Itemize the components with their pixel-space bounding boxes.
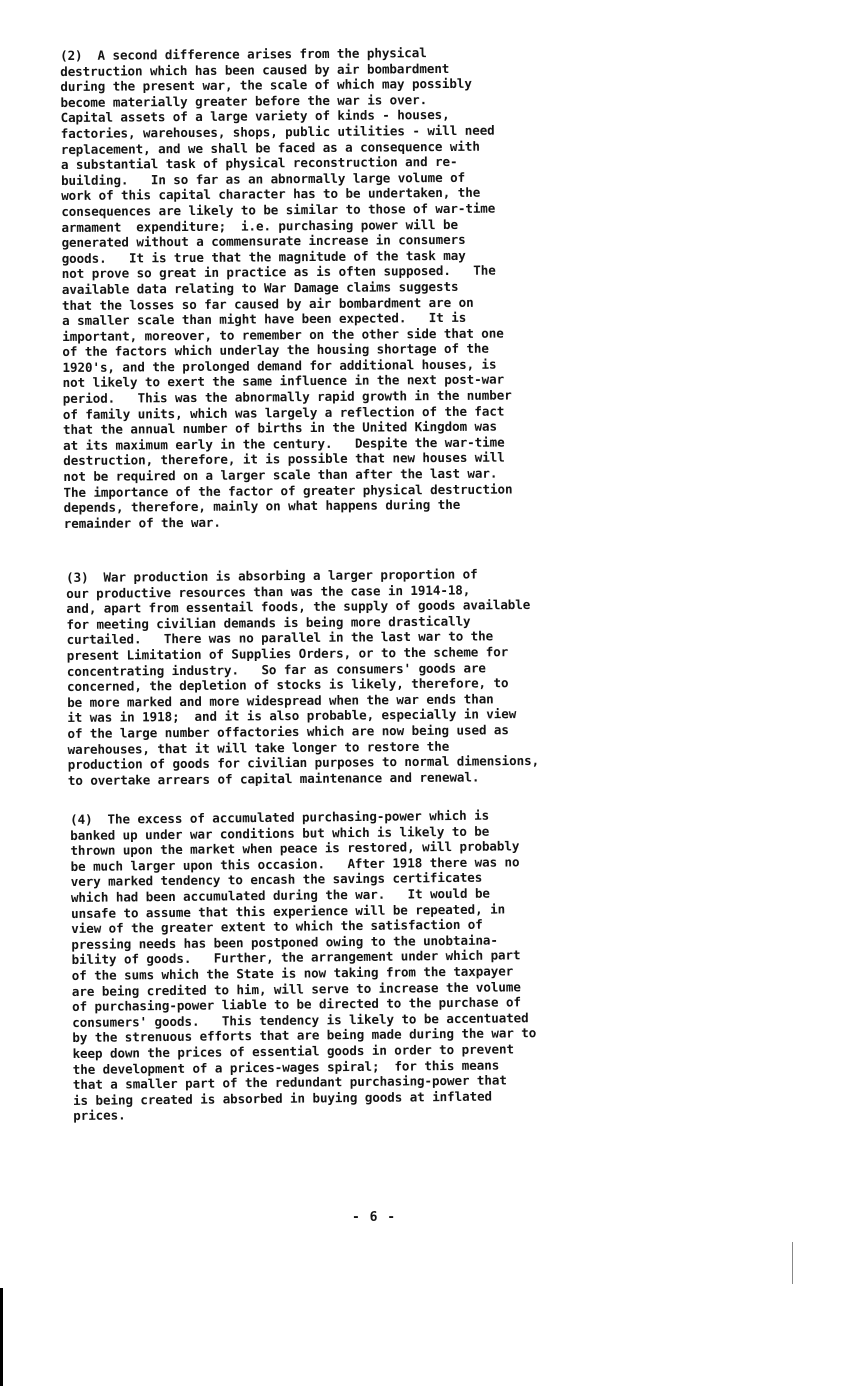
text-line: (3) War production is absorbing a larger proportion of — [66, 566, 478, 585]
text-line: concerned, the depletion of stocks is likely, therefore, to — [66, 675, 509, 695]
text-line: production of goods for civilian purposes to normal dimensions, — [67, 753, 540, 773]
text-line: building. In so far as an abnormally large volume of — [60, 169, 466, 188]
text-line: for meeting civilian demands is being more drastically — [66, 613, 471, 632]
text-line: that the annual number of births in the United Kingdom was — [62, 418, 498, 438]
text-line: consequences are likely to be similar to those of war-time — [61, 200, 496, 219]
text-line: keep down the prices of essential goods in order to prevent — [72, 1041, 515, 1061]
text-line: and, apart from essentail foods, the supply of goods available — [66, 597, 531, 617]
text-line: a substantial task of physical reconstruction and re- — [60, 154, 458, 173]
text-line: important, moreover, to remember on the other side that one — [62, 325, 504, 344]
text-line: be more marked and more widespread when the war ends than — [67, 691, 494, 710]
text-line: view of the greater extent to which the satisfaction of — [71, 916, 483, 937]
text-line: that a smaller part of the redundant purchasing-power that — [72, 1072, 507, 1093]
text-line: armament expenditure; i.e. purchasing power will be — [61, 216, 459, 235]
text-line: replacement, and we shall be faced as a consequence with — [60, 138, 480, 157]
text-line: concentrating industry. So far as consumers' goods are — [66, 659, 486, 679]
text-line: to overtake arrears of capital maintenance and renewal. — [67, 769, 480, 788]
scan-edge-mark — [0, 1288, 3, 1386]
text-line: of the large number offactories which are now being used as — [67, 722, 509, 741]
text-line: period. This was the abnormally rapid growth in the number — [62, 387, 512, 407]
text-line: (2) A second difference arises from the physical — [60, 45, 427, 63]
text-line: goods. It is true that the magnitude of the task may — [61, 247, 466, 266]
text-line: are being credited to him, will serve to increase the volume — [71, 978, 521, 999]
paragraph-2 — [60, 43, 704, 531]
text-line: not be required on a larger scale than after the last war. — [63, 465, 498, 485]
text-line: banked up under war conditions but which is likely to be — [70, 823, 490, 843]
scan-margin-mark — [792, 1242, 793, 1284]
text-line: of family units, which was largely a reflection of the fact — [62, 403, 505, 422]
text-line: work of this capital character has to be undertaken, the — [61, 185, 481, 204]
text-line: be much larger upon this occasion. After 1918 there was no — [70, 854, 520, 874]
text-line: our productive resources than was the case in 1914-18, — [66, 582, 471, 601]
text-line: become materially greater before the war is over. — [60, 91, 428, 110]
text-line: very marked tendency to encash the savings certificates — [70, 870, 483, 890]
text-line: Capital assets of a large variety of kinds - houses, — [60, 107, 450, 126]
paragraph-4 — [70, 805, 713, 1124]
text-line: destruction, therefore, it is possible that new houses will — [63, 449, 505, 469]
text-line: during the present war, the scale of which may possibly — [60, 75, 472, 95]
text-line: depends, therefore, mainly on what happens during the — [63, 497, 461, 516]
text-line: available data relating to War Damage claims suggests — [61, 278, 459, 297]
text-line: of the factors which underlay the housing shortage of the — [62, 340, 489, 360]
text-line: pressing needs has been postponed owing to the unobtaina- — [71, 932, 498, 952]
text-line: a smaller scale than might have been expected. It is — [62, 309, 467, 329]
text-line: present Limitation of Supplies Orders, or to the scheme for — [66, 644, 509, 663]
text-line: not likely to exert the same influence in the next post-war — [62, 371, 505, 391]
text-line: (4) The excess of accumulated purchasing-power which is — [70, 807, 490, 827]
text-line: The importance of the factor of greater physical destruction — [63, 481, 513, 500]
text-line: which had been accumulated during the war. It would be — [70, 885, 490, 905]
text-line: warehouses, that it will take longer to restore the — [67, 738, 450, 757]
text-line: destruction which has been caused by air bombardment — [60, 60, 450, 79]
text-line: of purchasing-power liable to be directed to the purchase of — [71, 994, 522, 1015]
text-line: of the sums which the State is now taking from the taxpayer — [71, 963, 514, 983]
text-line: it was in 1918; and it is also probable, especially in view — [67, 706, 517, 726]
text-line: not prove so great in practice as is often supposed. The — [61, 262, 496, 282]
text-line: generated without a commensurate increase in consumers — [61, 231, 466, 251]
text-line: remainder of the war. — [63, 514, 221, 531]
paragraph-3 — [66, 564, 708, 788]
text-line: that the losses so far caused by air bombardment are on — [61, 294, 474, 313]
text-line: factories, warehouses, shops, public utilities - will need — [60, 122, 495, 141]
text-line: unsafe to assume that this experience will be repeated, in — [70, 901, 506, 921]
text-line: consumers' goods. This tendency is likely to be accentuated — [72, 1009, 529, 1030]
text-line: 1920's, and the prolonged demand for additional houses, is — [62, 356, 497, 375]
text-line: bility of goods. Further, the arrangement under which part — [71, 947, 521, 968]
text-line: is being created is absorbed in buying goods at inflated — [72, 1088, 493, 1108]
text-line: by the strenuous efforts that are being made during the war to — [72, 1025, 537, 1046]
text-line: the development of a prices-wages spiral; for this means — [72, 1057, 500, 1077]
text-line: thrown upon the market when peace is restored, will probably — [70, 838, 520, 859]
page-number: - 6 - — [352, 1210, 397, 1225]
text-line: curtailed. There was no parallel in the last war to the — [66, 628, 494, 648]
text-line: at its maximum early in the century. Despite the war-time — [63, 434, 505, 453]
text-line: prices. — [73, 1107, 126, 1124]
